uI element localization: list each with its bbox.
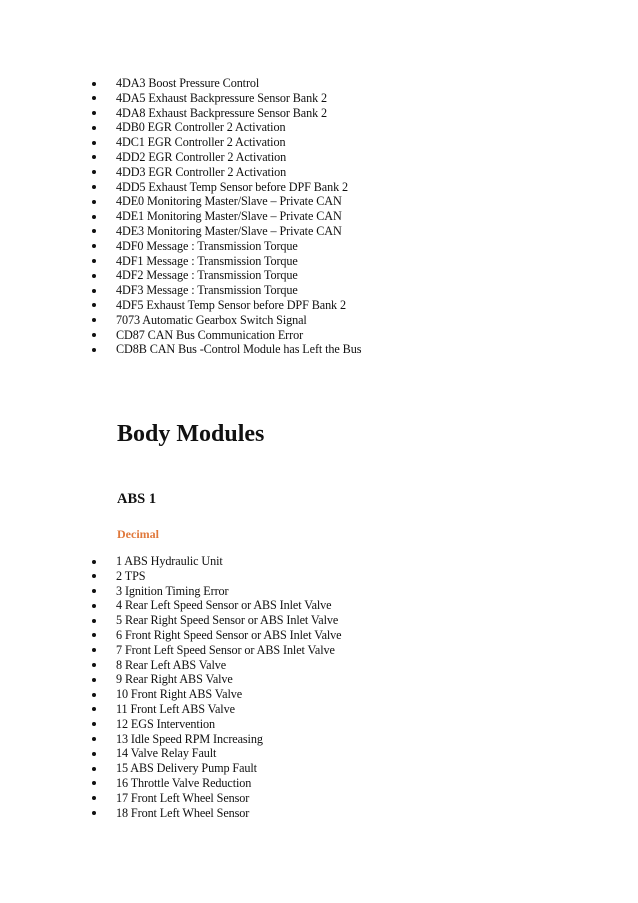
bullet-icon <box>92 574 96 578</box>
list-item-text: 4DD5 Exhaust Temp Sensor before DPF Bank 2 <box>116 179 349 194</box>
list-item-text: 4DA3 Boost Pressure Control <box>116 76 260 90</box>
list-item-text: 7073 Automatic Gearbox Switch Signal <box>116 312 307 327</box>
list-item-text: 4DA8 Exhaust Backpressure Sensor Bank 2 <box>116 105 328 120</box>
list-item-text: 4DE1 Monitoring Master/Slave – Private CAN <box>116 209 342 224</box>
list-item <box>92 76 361 91</box>
bullet-icon <box>92 155 96 159</box>
bullet-icon <box>92 693 96 697</box>
bullet-icon <box>92 274 96 278</box>
list-item-text: 15 ABS Delivery Pump Fault <box>116 761 257 776</box>
list-item <box>92 313 361 328</box>
list-item-text: 5 Rear Right Speed Sensor or ABS Inlet Valve <box>116 613 339 628</box>
list-item <box>92 298 361 313</box>
list-item-text: 4DD2 EGR Controller 2 Activation <box>116 149 287 164</box>
list-item <box>92 732 341 747</box>
bullet-icon <box>92 259 96 263</box>
list-item <box>92 328 361 343</box>
bullet-icon <box>92 303 96 307</box>
list-item <box>92 806 341 821</box>
list-item <box>92 194 361 209</box>
list-item <box>92 746 341 761</box>
bullet-icon <box>92 796 96 800</box>
list-item-text: 13 Idle Speed RPM Increasing <box>116 731 263 746</box>
bullet-icon <box>92 96 96 100</box>
list-item <box>92 613 341 628</box>
list-item-text: 11 Front Left ABS Valve <box>116 701 235 716</box>
list-item-text: 14 Valve Relay Fault <box>116 746 217 761</box>
list-item <box>92 584 341 599</box>
list-item <box>92 658 341 673</box>
bullet-icon <box>92 318 96 322</box>
bullet-icon <box>92 200 96 204</box>
bullet-icon <box>92 244 96 248</box>
list-item <box>92 776 341 791</box>
list-item <box>92 120 361 135</box>
list-item-text: 4DF2 Message : Transmission Torque <box>116 268 298 283</box>
list-item <box>92 791 341 806</box>
list-item <box>92 239 361 254</box>
list-item-text: 2 TPS <box>116 568 146 583</box>
list-item-text: 4DA5 Exhaust Backpressure Sensor Bank 2 <box>116 90 328 105</box>
list-item-text: 4DE3 Monitoring Master/Slave – Private CAN <box>116 223 342 238</box>
list-item <box>92 224 361 239</box>
list-item <box>92 702 341 717</box>
bullet-icon <box>92 348 96 352</box>
bullet-icon <box>92 767 96 771</box>
list-item-text: 4DF0 Message : Transmission Torque <box>116 238 298 253</box>
list-item-text: 4 Rear Left Speed Sensor or ABS Inlet Valve <box>116 598 332 613</box>
list-item <box>92 554 341 569</box>
section-subtitle: ABS 1 <box>117 491 157 507</box>
minor-heading: Decimal <box>117 527 159 541</box>
list-item-text: 4DF3 Message : Transmission Torque <box>116 283 298 298</box>
fault-code-list <box>92 76 361 357</box>
bullet-icon <box>92 781 96 785</box>
list-item <box>92 268 361 283</box>
list-item-text: CD87 CAN Bus Communication Error <box>116 327 304 342</box>
list-item <box>92 254 361 269</box>
bullet-icon <box>92 811 96 815</box>
list-item <box>92 91 361 106</box>
list-item-text: 8 Rear Left ABS Valve <box>116 657 227 672</box>
list-item-text: 17 Front Left Wheel Sensor <box>116 790 250 805</box>
list-item-text: 4DC1 EGR Controller 2 Activation <box>116 135 286 150</box>
bullet-icon <box>92 185 96 189</box>
bullet-icon <box>92 707 96 711</box>
list-item <box>92 687 341 702</box>
bullet-icon <box>92 229 96 233</box>
list-item-text: 12 EGS Intervention <box>116 716 215 731</box>
list-item <box>92 643 341 658</box>
list-item-text: 10 Front Right ABS Valve <box>116 687 243 702</box>
list-item-text: 18 Front Left Wheel Sensor <box>116 805 250 820</box>
list-item-text: 1 ABS Hydraulic Unit <box>116 554 223 568</box>
section-title: Body Modules <box>117 421 265 447</box>
list-item-text: 3 Ignition Timing Error <box>116 583 229 598</box>
list-item <box>92 717 341 732</box>
bullet-icon <box>92 604 96 608</box>
bullet-icon <box>92 333 96 337</box>
bullet-icon <box>92 678 96 682</box>
list-item-text: 4DF5 Exhaust Temp Sensor before DPF Bank 2 <box>116 297 346 312</box>
bullet-icon <box>92 648 96 652</box>
list-item <box>92 283 361 298</box>
list-item <box>92 106 361 121</box>
bullet-icon <box>92 126 96 130</box>
bullet-icon <box>92 619 96 623</box>
list-item <box>92 135 361 150</box>
bullet-icon <box>92 752 96 756</box>
bullet-icon <box>92 289 96 293</box>
list-item <box>92 209 361 224</box>
list-item-text: 4DE0 Monitoring Master/Slave – Private CAN <box>116 194 342 209</box>
list-item <box>92 672 341 687</box>
list-item-text: 4DD3 EGR Controller 2 Activation <box>116 164 287 179</box>
bullet-icon <box>92 170 96 174</box>
list-item <box>92 761 341 776</box>
list-item-text: 6 Front Right Speed Sensor or ABS Inlet Valve <box>116 627 342 642</box>
list-item <box>92 598 341 613</box>
bullet-icon <box>92 141 96 145</box>
list-item <box>92 165 361 180</box>
bullet-icon <box>92 663 96 667</box>
list-item <box>92 150 361 165</box>
bullet-icon <box>92 737 96 741</box>
list-item <box>92 569 341 584</box>
bullet-icon <box>92 722 96 726</box>
list-item-text: 7 Front Left Speed Sensor or ABS Inlet Valve <box>116 642 335 657</box>
list-item-text: 16 Throttle Valve Reduction <box>116 775 252 790</box>
bullet-icon <box>92 589 96 593</box>
bullet-icon <box>92 633 96 637</box>
bullet-icon <box>92 560 96 564</box>
list-item <box>92 180 361 195</box>
list-item <box>92 628 341 643</box>
list-item-text: CD8B CAN Bus -Control Module has Left the Bus <box>116 342 362 357</box>
list-item-text: 4DB0 EGR Controller 2 Activation <box>116 120 286 135</box>
bullet-icon <box>92 82 96 86</box>
list-item <box>92 342 361 357</box>
bullet-icon <box>92 111 96 115</box>
abs-code-list <box>92 554 341 820</box>
list-item-text: 4DF1 Message : Transmission Torque <box>116 253 298 268</box>
list-item-text: 9 Rear Right ABS Valve <box>116 672 233 687</box>
bullet-icon <box>92 215 96 219</box>
